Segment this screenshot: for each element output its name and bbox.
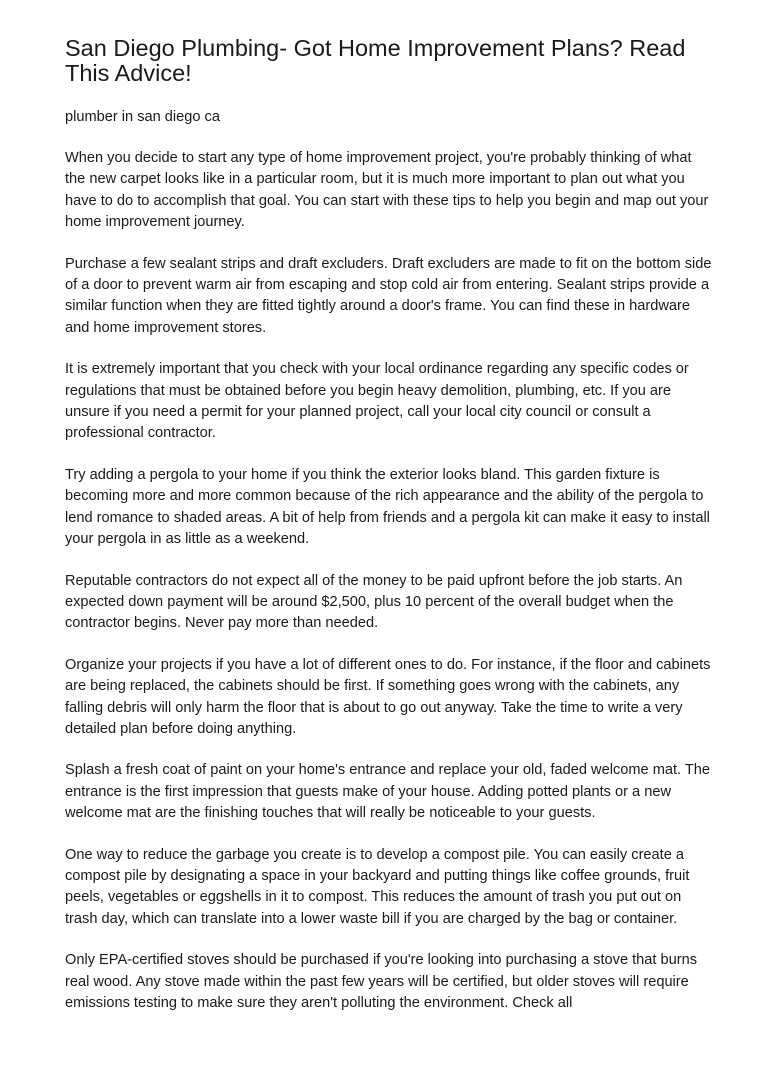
paragraph: Organize your projects if you have a lot of different ones to do. For instance, if the floor and cabinets are being replaced, the cabinets should be first. If something goes wrong with the cabinets, any falling debris will only harm the floor that is about to go out anyway. Take the time to write a very detailed plan before doing anything. [65,656,711,737]
paragraph: Only EPA-certified stoves should be purchased if you're looking into purchasing a stove that burns real wood. Any stove made within the past few years will be certified, but older stoves will require emissions testing to make sure they aren't polluting the environment. Check all [65,952,698,1011]
paragraph: Splash a fresh coat of paint on your home's entrance and replace your old, faded welcome mat. The entrance is the first impression that guests make of your house. Adding potted plants or a new welcome mat are the finishing touches that will really be noticeable to your guests. [65,762,711,822]
document-subtitle: plumber in san diego ca [65,109,220,125]
paragraph: Reputable contractors do not expect all of the money to be paid upfront before the job starts. An expected down payment will be around $2,500, plus 10 percent of the overall budget when the contractor begins. Never pay more than needed. [65,572,683,632]
paragraph: Try adding a pergola to your home if you think the exterior looks bland. This garden fixture is becoming more and more common because of the rich appearance and the ability of the pergola to lend romance to shaded areas. A bit of help from friends and a pergola kit can make it easy to install your pergola in as little as a weekend. [65,466,710,548]
paragraph: One way to reduce the garbage you create is to develop a compost pile. You can easily create a compost pile by designating a space in your backyard and putting things like coffee grounds, fruit peels, vegetables or eggshells in it to compost. This reduces the amount of trash you put out on trash day, which can translate into a lower waste bill if you are charged by the bag or container. [65,846,690,927]
paragraph: It is extremely important that you check with your local ordinance regarding any specific codes or regulations that must be obtained before you begin heavy demolition, plumbing, etc. If you are unsure if you need a permit for your planned project, call your local city council or consult a professional contractor. [65,361,689,442]
document-title: San Diego Plumbing- Got Home Improvement Plans? Read This Advice! [65,35,686,86]
paragraph: Purchase a few sealant strips and draft excluders. Draft excluders are made to fit on the bottom side of a door to prevent warm air from escaping and stop cold air from entering. Sealant strips provide a similar function when they are fitted tightly around a door's frame. You can find these in hardware and home improvement stores. [65,255,712,336]
document-page [65,36,715,1014]
paragraph: When you decide to start any type of home improvement project, you're probably thinking of what the new carpet looks like in a particular room, but it is much more important to plan out what you have to do to accomplish that goal. You can start with these tips to help you begin and map out your home improvement journey. [65,150,709,231]
